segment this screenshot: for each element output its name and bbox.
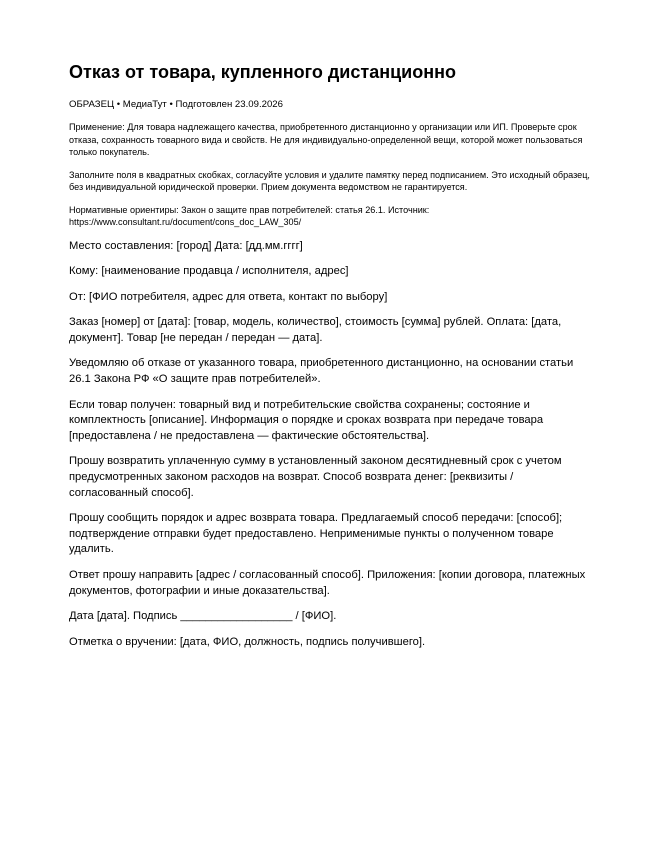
refusal-notice-paragraph: Уведомляю об отказе от указанного товара, приобретенного дистанционно, на основании статьи 26.1 Закона РФ «О защите прав потребителей». [69, 357, 574, 386]
usage-note: Применение: Для товара надлежащего качества, приобретенного дистанционно у организации или ИП. Проверьте срок отказа, сохранность товарного вида и свойств. Не для индивидуально-определенной вещи, которой может пользоваться только покупатель. [69, 122, 583, 157]
order-details-paragraph: Заказ [номер] от [дата]: [товар, модель, количество], стоимость [сумма] рублей. Оплата: [дата, документ]. Товар [не передан / передан — дата]. [69, 316, 562, 344]
recipient-line: Кому: [наименование продавца / исполнителя, адрес] [69, 265, 349, 278]
signature-line: Дата [дата]. Подпись __________________ / [ФИО]. [69, 610, 337, 623]
sender-line: От: [ФИО потребителя, адрес для ответа, контакт по выбору] [69, 290, 388, 303]
fill-instructions-note: Заполните поля в квадратных скобках, согласуйте условия и удалите памятку перед подписанием. Это исходный образец, без индивидуальной юридической проверки. Прием документа ведомством не гарантируется. [69, 169, 590, 192]
refund-request-paragraph: Прошу возвратить уплаченную сумму в установленный законом десятидневный срок с учетом предусмотренных законом расходов на возврат. Способ возврата денег: [реквизиты / согласованный способ]. [69, 455, 562, 499]
return-procedure-paragraph: Прошу сообщить порядок и адрес возврата товара. Предлагаемый способ передачи: [способ]; подтверждение отправки будет предоставлено. Неприменимые пункты о полученном товаре удалить. [69, 512, 563, 556]
place-date-line: Место составления: [город] Дата: [дд.мм.гггг] [69, 239, 303, 252]
document-page [69, 58, 594, 660]
legal-reference-note: Нормативные ориентиры: Закон о защите прав потребителей: статья 26.1. Источник: https://www.consultant.ru/document/cons_doc_LAW_305/ [69, 204, 430, 227]
reply-attachments-paragraph: Ответ прошу направить [адрес / согласованный способ]. Приложения: [копии договора, платежных документов, фотографии и иные доказательства]. [69, 569, 586, 597]
document-title: Отказ от товара, купленного дистанционно [69, 62, 456, 82]
document-meta: ОБРАЗЕЦ • МедиаТут • Подготовлен 23.09.2026 [69, 99, 283, 110]
delivery-mark-line: Отметка о вручении: [дата, ФИО, должность, подпись получившего]. [69, 635, 426, 648]
goods-condition-paragraph: Если товар получен: товарный вид и потребительские свойства сохранены; состояние и комплектность [описание]. Информация о порядке и сроках возврата при передаче товара [предоставлена / не предоставлена — фактические обстоятельства]. [69, 398, 544, 442]
